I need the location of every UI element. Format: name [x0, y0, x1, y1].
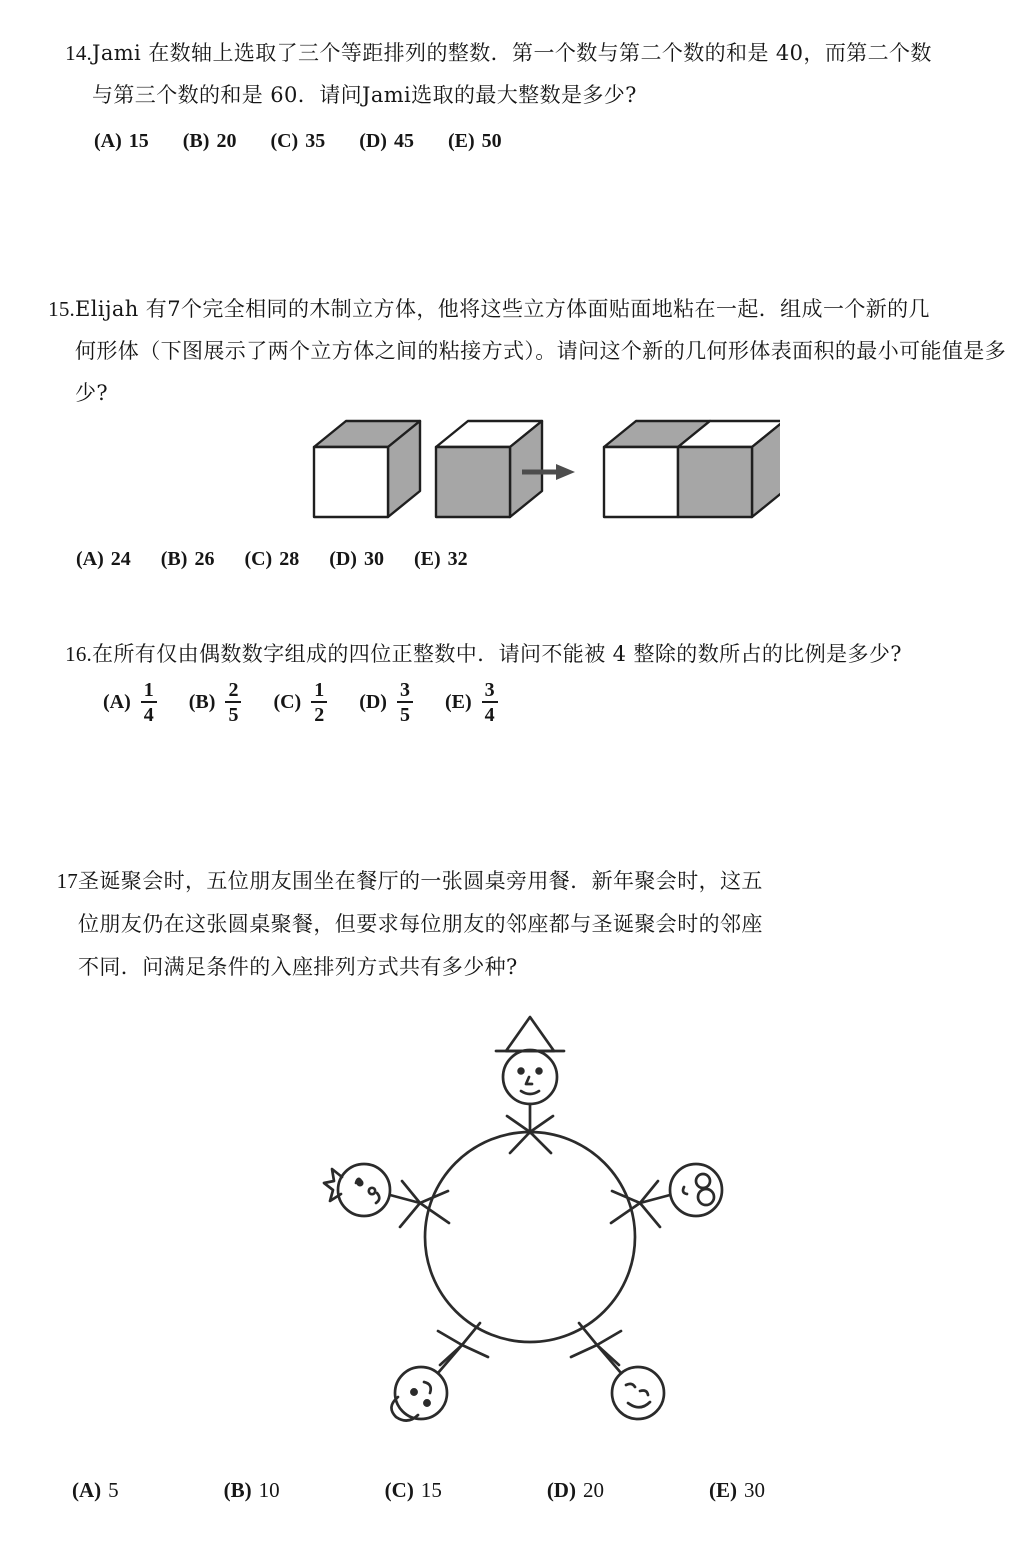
- choice-15-C-value: 28: [279, 548, 300, 570]
- choice-16-D-denominator: 5: [397, 701, 413, 725]
- eye-nose: [683, 1187, 687, 1194]
- arm-lower: [579, 1323, 597, 1345]
- choice-14-C-label: (C): [270, 130, 299, 152]
- choice-16-E-denominator: 4: [482, 701, 498, 725]
- mouth: [521, 1091, 539, 1094]
- arm-lower: [462, 1323, 480, 1345]
- problem-14-line-2: 与第三个数的和是 60．请问Jami选取的最大整数是多少?: [92, 83, 637, 107]
- choice-17-D-label: (D): [546, 1478, 576, 1502]
- choice-14-A[interactable]: [94, 130, 149, 153]
- choice-16-A-label: (A): [103, 691, 131, 713]
- eye-lower: [424, 1400, 429, 1405]
- choice-15-E[interactable]: [414, 548, 468, 571]
- choice-14-C[interactable]: [270, 130, 325, 153]
- choice-16-E-label: (E): [444, 691, 472, 713]
- choice-15-E-value: 32: [447, 548, 468, 570]
- choice-17-B-label: (B): [223, 1478, 252, 1502]
- round-table-circle: [425, 1132, 635, 1342]
- problem-16-text: [92, 633, 1020, 675]
- head-right: [670, 1164, 722, 1216]
- problem-15-text: [75, 288, 1020, 414]
- eye-right: [537, 1069, 542, 1074]
- choice-17-A[interactable]: [72, 1478, 119, 1503]
- choice-16-E[interactable]: [445, 680, 498, 725]
- choice-15-D[interactable]: [329, 548, 384, 571]
- choice-15-A-label: (A): [76, 548, 104, 570]
- side-hair-icon: [391, 1397, 418, 1421]
- problem-15: [0, 288, 1020, 414]
- choice-14-E-value: 50: [481, 130, 502, 152]
- choice-14-A-label: (A): [94, 130, 122, 152]
- choice-15-B-label: (B): [160, 548, 188, 570]
- hair-bun-lower: [698, 1189, 714, 1205]
- choice-15-D-label: (D): [329, 548, 357, 570]
- problem-17-choices: [72, 1478, 765, 1503]
- choice-16-D-label: (D): [359, 691, 387, 713]
- arm-upper: [597, 1331, 621, 1345]
- problem-17-line-3: 不同．问满足条件的入座排列方式共有多少种?: [78, 955, 518, 979]
- choice-16-D[interactable]: [359, 680, 413, 725]
- choice-17-D-value: 20: [582, 1478, 604, 1502]
- choice-16-A-fraction: [141, 680, 157, 725]
- head-bottom-left: [395, 1367, 447, 1419]
- choice-16-C-label: (C): [273, 691, 302, 713]
- problem-14-line-1: Jami 在数轴上选取了三个等距排列的整数．第一个数与第二个数的和是 40，而第二个数: [92, 41, 932, 65]
- choice-17-E-label: (E): [708, 1478, 737, 1502]
- leg-lower: [611, 1203, 640, 1223]
- problem-15-line-3: 少?: [75, 381, 109, 405]
- cubes-svg: [300, 413, 780, 528]
- choice-16-C-fraction: [311, 680, 327, 725]
- choice-16-B-fraction: [225, 680, 241, 725]
- problem-16: [0, 633, 1020, 675]
- cube1-front-face: [314, 447, 388, 517]
- choice-16-A[interactable]: [103, 680, 157, 725]
- choice-17-E-value: 30: [743, 1478, 765, 1502]
- problem-16-choices: [103, 680, 498, 725]
- choice-17-E[interactable]: [709, 1478, 765, 1503]
- choice-16-E-fraction: [482, 680, 498, 725]
- arm-lower: [640, 1203, 660, 1227]
- choice-17-B-value: 10: [258, 1478, 280, 1502]
- choice-15-C-label: (C): [244, 548, 273, 570]
- person-bottom-right: [571, 1323, 664, 1419]
- problem-14-number: 14.: [65, 41, 92, 65]
- choice-16-B-label: (B): [188, 691, 216, 713]
- choice-15-A-value: 24: [110, 548, 131, 570]
- problem-15-line-2: 何形体（下图展示了两个立方体之间的粘接方式）。请问这个新的几何形体表面积的最小可能值是多: [75, 339, 1007, 363]
- problem-14-text: [92, 32, 1020, 116]
- eye-upper: [411, 1389, 416, 1394]
- problem-16-line-1: 在所有仅由偶数数字组成的四位正整数中．请问不能被 4 整除的数所占的比例是多少?: [92, 642, 902, 666]
- problem-14: [0, 32, 1020, 116]
- choice-16-C[interactable]: [273, 680, 327, 725]
- person-left: [324, 1164, 449, 1227]
- choice-15-E-label: (E): [413, 548, 441, 570]
- choice-17-B[interactable]: [224, 1478, 280, 1503]
- leg-left: [510, 1132, 530, 1153]
- problem-17-text: [78, 860, 1020, 989]
- eye-right: [369, 1188, 375, 1194]
- leg-lower: [462, 1345, 488, 1357]
- choice-16-B-denominator: 5: [225, 701, 241, 725]
- leg-upper: [440, 1345, 462, 1365]
- round-table-svg: [320, 1005, 740, 1445]
- problem-17-line-2: 位朋友仍在这张圆桌聚餐，但要求每位朋友的邻座都与圣诞聚会时的邻座: [78, 912, 763, 936]
- round-table-figure: [320, 1005, 740, 1445]
- party-hat-icon: [506, 1017, 554, 1051]
- choice-16-A-numerator: 1: [143, 679, 154, 701]
- cubes-figure: [300, 413, 780, 528]
- choice-14-D-value: 45: [393, 130, 414, 152]
- choice-16-D-numerator: 3: [399, 679, 410, 701]
- choice-16-B-numerator: 2: [228, 679, 239, 701]
- choice-14-E[interactable]: [448, 130, 502, 153]
- choice-17-D[interactable]: [547, 1478, 604, 1503]
- problem-14-choices: [94, 130, 502, 153]
- hair-bun-upper: [696, 1174, 710, 1188]
- nose: [526, 1077, 532, 1084]
- head-bottom-right: [612, 1367, 664, 1419]
- head-left: [338, 1164, 390, 1216]
- choice-17-C-label: (C): [384, 1478, 414, 1502]
- result-right-front-face: [678, 447, 752, 517]
- eye-left: [626, 1384, 635, 1387]
- problem-17: [0, 860, 1020, 989]
- leg-lower: [420, 1203, 449, 1223]
- result-left-front-face: [604, 447, 678, 517]
- choice-14-B-value: 20: [216, 130, 237, 152]
- choice-15-D-value: 30: [363, 548, 384, 570]
- problem-15-line-1: Elijah 有7个完全相同的木制立方体，他将这些立方体面贴面地粘在一起．组成一个新的几: [75, 297, 930, 321]
- choice-17-A-label: (A): [72, 1478, 102, 1502]
- choice-16-A-denominator: 4: [141, 701, 157, 725]
- choice-15-B[interactable]: [161, 548, 215, 571]
- choice-14-D-label: (D): [359, 130, 387, 152]
- problem-16-number: 16.: [65, 642, 92, 666]
- choice-17-C[interactable]: [385, 1478, 442, 1503]
- eye-left: [519, 1069, 524, 1074]
- problem-15-choices: [76, 548, 468, 571]
- cube2-front-face: [436, 447, 510, 517]
- choice-14-C-value: 35: [305, 130, 326, 152]
- arm-left: [507, 1116, 530, 1132]
- choice-14-B[interactable]: [183, 130, 237, 153]
- choice-17-A-value: 5: [108, 1478, 119, 1502]
- mouth: [628, 1402, 650, 1407]
- choice-15-A[interactable]: [76, 548, 131, 571]
- leg-right: [530, 1132, 551, 1153]
- choice-16-C-denominator: 2: [311, 701, 327, 725]
- choice-14-B-label: (B): [182, 130, 210, 152]
- choice-15-B-value: 26: [194, 548, 215, 570]
- arm-upper: [438, 1331, 462, 1345]
- mouth: [376, 1193, 379, 1203]
- choice-16-C-numerator: 1: [314, 679, 325, 701]
- arm-right: [530, 1116, 553, 1132]
- problem-17-number: 17: [56, 869, 78, 893]
- choice-14-A-value: 15: [128, 130, 149, 152]
- brow: [424, 1382, 431, 1393]
- choice-16-B[interactable]: [189, 680, 242, 725]
- problem-17-line-1: 圣诞聚会时，五位朋友围坐在餐厅的一张圆桌旁用餐．新年聚会时，这五: [78, 869, 763, 893]
- arm-lower: [400, 1203, 420, 1227]
- choice-17-C-value: 15: [420, 1478, 442, 1502]
- choice-16-D-fraction: [397, 680, 413, 725]
- leg-lower: [571, 1345, 597, 1357]
- choice-16-E-numerator: 3: [484, 679, 495, 701]
- leg-upper: [597, 1345, 619, 1365]
- person-top: [496, 1017, 564, 1153]
- choice-14-E-label: (E): [447, 130, 475, 152]
- eye-right: [640, 1391, 648, 1396]
- choice-15-C[interactable]: [244, 548, 299, 571]
- problem-15-number: 15.: [48, 297, 75, 321]
- choice-14-D[interactable]: [359, 130, 414, 153]
- person-bottom-left: [391, 1323, 488, 1421]
